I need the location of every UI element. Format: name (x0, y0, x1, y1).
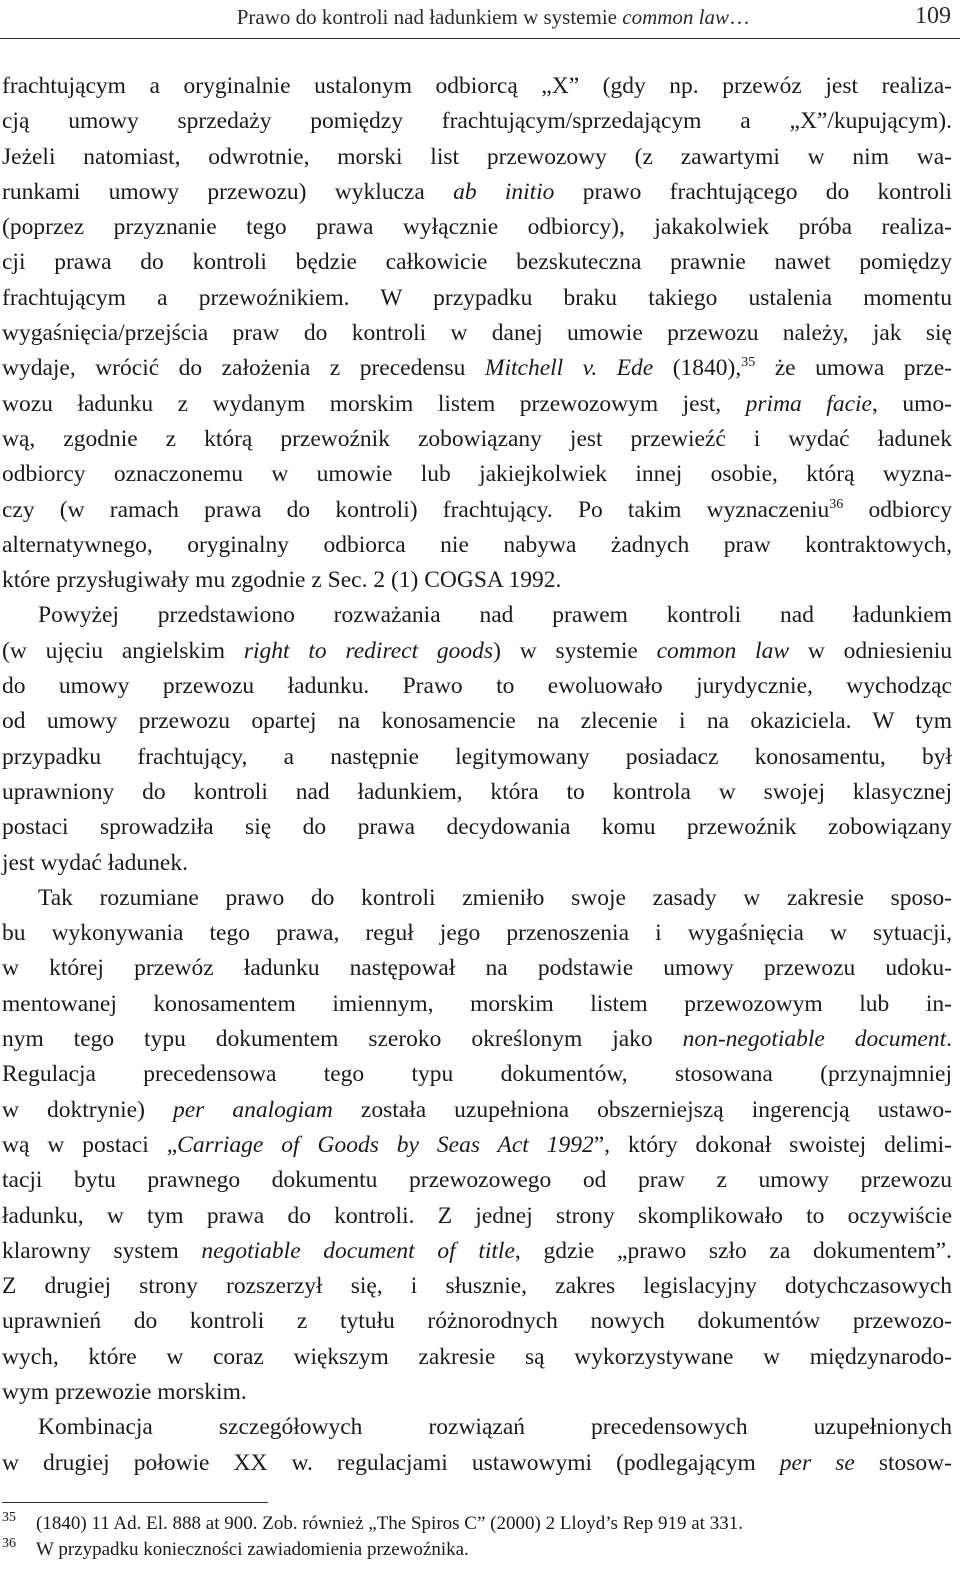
text-run: (1840), (653, 355, 742, 382)
text-line (2, 493, 952, 528)
text-line (2, 351, 952, 386)
text-line: Z drugiej strony rozszerzył się, i słusznie, zakres legislacyjny dotychczasowych (2, 1273, 952, 1300)
footnote-35 (2, 1511, 952, 1537)
main-text (2, 69, 952, 1481)
text-line: wych, które w coraz większym zakresie są wykorzystywane w międzynarodo- (2, 1343, 952, 1370)
text-line (2, 1128, 952, 1163)
text-line: uprawniony do kontroli nad ładunkiem, która to kontrola w swojej klasycznej (2, 778, 952, 805)
text-run: odbiorcy (843, 496, 952, 523)
text-line: Jeżeli natomiast, odwrotnie, morski list przewozowy (z zawartymi w nim wa- (2, 143, 952, 170)
text-line (2, 1446, 952, 1481)
text-line: wym przewozie morskim. (2, 1378, 247, 1405)
text-line: w której przewóz ładunku następował na podstawie umowy przewozu udoku- (2, 955, 952, 982)
text-run: ) w systemie (493, 637, 657, 664)
italic-term: common law (656, 637, 790, 664)
text-line: alternatywnego, oryginalny odbiorca nie nabywa żadnych praw kontraktowych, (2, 531, 952, 558)
page-number: 109 (915, 3, 951, 29)
paragraph (2, 598, 952, 880)
text-line (2, 175, 952, 210)
footnote-number: 36 (2, 1536, 16, 1551)
italic-term: per se (779, 1449, 855, 1476)
text-run: wą w postaci „ (2, 1131, 178, 1158)
text-run: stosow- (854, 1449, 952, 1476)
text-line: Powyżej przedstawiono rozważania nad prawem kontroli nad ładunkiem (38, 602, 952, 629)
case-name: Mitchell v. Ede (484, 355, 654, 382)
footnote-separator (2, 1502, 268, 1503)
text-line: wą, zgodnie z którą przewoźnik zobowiązany jest przewieźć i wydać ładunek (2, 425, 952, 452)
text-run: że umowa prze- (755, 355, 952, 382)
text-line: tacji bytu prawnego dokumentu przewozowego od praw z umowy przewozu (2, 1167, 952, 1194)
text-run: runkami umowy przewozu) wyklucza (2, 178, 454, 205)
text-run: w doktrynie) (2, 1096, 173, 1123)
text-line: Tak rozumiane prawo do kontroli zmieniło swoje zasady w zakresie sposo- (38, 884, 952, 911)
italic-term: negotiable document of title (201, 1237, 515, 1264)
text-run: czy (w ramach prawa do kontroli) frachtujący. Po takim wyznaczeniu (2, 496, 830, 523)
text-line: postaci sprowadziła się do prawa decydowania komu przewoźnik zobowiązany (2, 814, 952, 841)
footnote-text: (1840) 11 Ad. El. 888 at 900. Zob. również „The Spiros C” (2000) 2 Lloyd’s Rep 919 at 331. (36, 1513, 743, 1534)
header-title-italic: common law (622, 5, 729, 29)
text-run: klarowny system (2, 1237, 202, 1264)
footnote-number: 35 (2, 1510, 16, 1525)
text-line: do umowy przewozu ładunku. Prawo to ewoluowało jurydycznie, wychodząc (2, 673, 952, 700)
paragraph (2, 1410, 952, 1481)
text-line: odbiorcy oznaczonemu w umowie lub jakiejkolwiek innej osobie, którą wyzna- (2, 461, 952, 488)
text-line: Regulacja precedensowa tego typu dokumentów, stosowana (przynajmniej (2, 1061, 952, 1088)
italic-term: per analogiam (172, 1096, 333, 1123)
text-run: prawo frachtującego do kontroli (554, 178, 952, 205)
text-run: (w ujęciu angielskim (2, 637, 244, 664)
text-line: ładunku, w tym prawa do kontroli. Z jednej strony skomplikowało to oczywiście (2, 1202, 952, 1229)
text-line (2, 1093, 952, 1128)
header-title-ellipsis: … (729, 5, 750, 29)
text-run: ”, który dokonał swoistej delimi- (593, 1131, 952, 1158)
text-run: w odniesieniu (789, 637, 952, 664)
text-line (2, 1234, 952, 1269)
footnote-ref-36[interactable]: 36 (829, 496, 844, 512)
text-line: mentowanej konosamentem imiennym, morskim listem przewozowym lub in- (2, 990, 952, 1017)
text-run: została uzupełniona obszerniejszą ingerencją ustawo- (332, 1096, 952, 1123)
text-run: nym tego typu dokumentem szeroko określonym jako (2, 1026, 683, 1053)
text-line: cji prawa do kontroli będzie całkowicie bezskuteczna prawnie nawet pomiędzy (2, 249, 952, 276)
text-line: (poprzez przyznanie tego prawa wyłącznie odbiorcy), jakakolwiek próba realiza- (2, 214, 952, 241)
footnote-text: W przypadku konieczności zawiadomienia przewoźnika. (36, 1539, 469, 1560)
text-line: jest wydać ładunek. (2, 849, 188, 876)
text-line: cją umowy sprzedaży pomiędzy frachtującym/sprzedającym a „X”/kupującym). (2, 108, 952, 135)
paragraph (2, 69, 952, 598)
italic-term: Carriage of Goods by Seas Act 1992 (177, 1131, 594, 1158)
text-line (2, 634, 952, 669)
text-run: , umo- (871, 390, 952, 417)
italic-term: prima facie (745, 390, 872, 417)
footnotes (2, 1511, 952, 1563)
italic-term: non-negotiable document (682, 1026, 947, 1053)
text-run: wozu ładunku z wydanym morskim listem przewozowym jest, (2, 390, 746, 417)
running-header (0, 0, 960, 38)
running-header-title (237, 3, 750, 31)
italic-term: ab initio (453, 178, 555, 205)
text-line: frachtującym a oryginalnie ustalonym odbiorcą „X” (gdy np. przewóz jest realiza- (2, 73, 952, 99)
text-line: frachtującym a przewoźnikiem. W przypadku braku takiego ustalenia momentu (2, 284, 952, 311)
text-line (2, 1022, 952, 1057)
footnote-ref-35[interactable]: 35 (741, 355, 756, 371)
text-line: które przysługiwały mu zgodnie z Sec. 2 (1) COGSA 1992. (2, 567, 562, 594)
text-line: od umowy przewozu opartej na konosamencie na zlecenie i na okaziciela. W tym (2, 708, 952, 735)
text-line: przypadku frachtujący, a następnie legitymowany posiadacz konosamentu, był (2, 743, 952, 770)
paragraph (2, 881, 952, 1410)
header-rule (0, 38, 960, 39)
text-run: , gdzie „prawo szło za dokumentem”. (514, 1237, 952, 1264)
text-line: wygaśnięcia/przejścia praw do kontroli w danej umowie przewozu należy, jak się (2, 320, 952, 347)
text-line: uprawnień do kontroli z tytułu różnorodnych nowych dokumentów przewozo- (2, 1308, 952, 1335)
text-run: . (946, 1026, 952, 1053)
header-title-text: Prawo do kontroli nad ładunkiem w systemie (236, 5, 623, 29)
text-line (2, 387, 952, 422)
footnote-36 (2, 1537, 952, 1563)
text-line: Kombinacja szczegółowych rozwiązań precedensowych uzupełnionych (38, 1414, 952, 1441)
italic-term: right to redirect goods (243, 637, 494, 664)
text-run: wydaje, wrócić do założenia z precedensu (2, 355, 485, 382)
text-line: bu wykonywania tego prawa, reguł jego przenoszenia i wygaśnięcia w sytuacji, (2, 920, 952, 947)
text-run: w drugiej połowie XX w. regulacjami ustawowymi (podlegającym (2, 1449, 780, 1476)
